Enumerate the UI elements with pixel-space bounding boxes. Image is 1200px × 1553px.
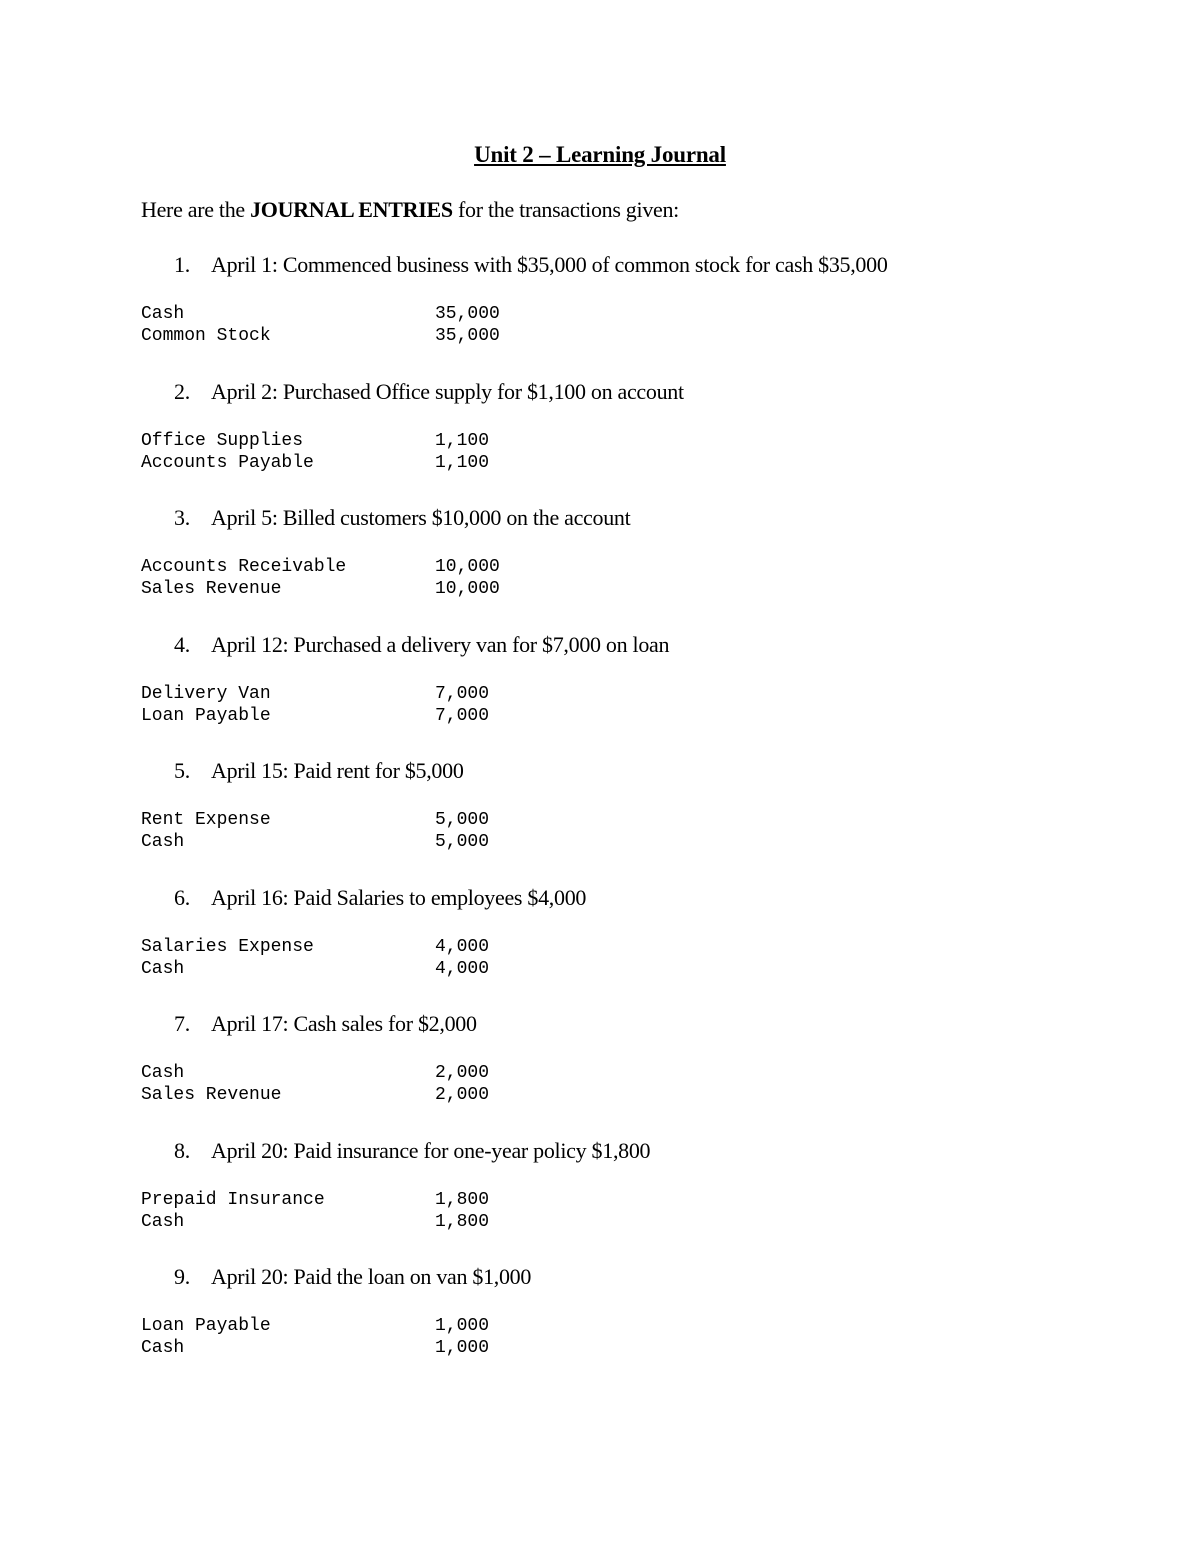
- amount: 1,000: [435, 1338, 490, 1358]
- amount: 1,000: [435, 1316, 490, 1336]
- journal-line: [141, 453, 489, 473]
- journal-line: [141, 1212, 489, 1232]
- entry-description: April 16: Paid Salaries to employees $4,000: [211, 884, 587, 910]
- entry-description: April 20: Paid the loan on van $1,000: [211, 1264, 532, 1289]
- journal-line: [141, 959, 489, 979]
- account-name: Common Stock: [141, 326, 271, 346]
- journal-line: [141, 810, 489, 830]
- journal-line: [141, 557, 500, 577]
- amount: 1,800: [435, 1189, 490, 1210]
- entry-description: April 1: Commenced business with $35,000 of common stock for cash $35,000: [211, 252, 888, 277]
- account-name: Cash: [141, 1338, 185, 1358]
- account-name: Loan Payable: [141, 1316, 271, 1336]
- account-name: Salaries Expense: [141, 936, 314, 957]
- intro-prefix: Here are the: [141, 197, 251, 222]
- entry-heading: [174, 1264, 531, 1290]
- amount: 35,000: [435, 304, 500, 324]
- amount: 7,000: [435, 705, 490, 726]
- intro-bold: JOURNAL ENTRIES: [250, 197, 453, 222]
- account-name: Loan Payable: [141, 705, 271, 726]
- account-name: Prepaid Insurance: [141, 1189, 325, 1210]
- account-name: Cash: [141, 1063, 185, 1083]
- amount: 4,000: [435, 958, 490, 979]
- journal-line: [141, 579, 500, 599]
- journal-line: [141, 304, 500, 324]
- entry-heading: [174, 1011, 477, 1037]
- account-name: Accounts Payable: [141, 452, 314, 473]
- journal-line: [141, 1338, 489, 1358]
- entry-number: 6.: [174, 884, 190, 910]
- account-name: Sales Revenue: [141, 1085, 282, 1105]
- intro-suffix: for the transactions given:: [452, 197, 679, 222]
- entry-number: 7.: [174, 1011, 190, 1036]
- journal-line: [141, 1316, 489, 1336]
- journal-line: [141, 1063, 489, 1083]
- entry-number: 4.: [174, 631, 190, 657]
- entry-heading: [174, 632, 669, 658]
- entry-heading: [174, 252, 888, 278]
- journal-line: [141, 1190, 489, 1210]
- amount: 1,100: [435, 430, 490, 451]
- entry-number: 5.: [174, 758, 190, 783]
- journal-line: [141, 431, 489, 451]
- entry-heading: [174, 885, 586, 911]
- amount: 35,000: [435, 326, 500, 346]
- account-name: Cash: [141, 304, 185, 324]
- entry-heading: [174, 1138, 650, 1164]
- journal-line: [141, 832, 489, 852]
- journal-line: [141, 326, 500, 346]
- account-name: Office Supplies: [141, 430, 304, 451]
- amount: 2,000: [435, 1085, 490, 1105]
- entry-description: April 12: Purchased a delivery van for $7,000 on loan: [211, 631, 670, 657]
- journal-line: [141, 684, 489, 704]
- page-title: Unit 2 – Learning Journal: [474, 142, 726, 167]
- entry-description: April 15: Paid rent for $5,000: [211, 758, 464, 783]
- amount: 10,000: [435, 579, 500, 599]
- entry-number: 9.: [174, 1264, 190, 1289]
- entry-description: April 2: Purchased Office supply for $1,100 on account: [211, 378, 684, 404]
- amount: 5,000: [435, 810, 490, 830]
- account-name: Accounts Receivable: [141, 557, 347, 577]
- journal-line: [141, 706, 489, 726]
- amount: 5,000: [435, 832, 490, 852]
- account-name: Cash: [141, 958, 185, 979]
- amount: 4,000: [435, 936, 490, 957]
- account-name: Cash: [141, 832, 185, 852]
- entry-number: 2.: [174, 378, 190, 404]
- amount: 10,000: [435, 557, 500, 577]
- entry-description: April 5: Billed customers $10,000 on the account: [211, 505, 631, 530]
- entry-number: 8.: [174, 1137, 190, 1163]
- amount: 1,100: [435, 452, 490, 473]
- account-name: Delivery Van: [141, 683, 271, 704]
- entry-heading: [174, 758, 464, 784]
- entry-description: April 17: Cash sales for $2,000: [211, 1011, 477, 1036]
- amount: 7,000: [435, 683, 490, 704]
- journal-line: [141, 1085, 489, 1105]
- entry-description: April 20: Paid insurance for one-year policy $1,800: [211, 1137, 651, 1163]
- account-name: Cash: [141, 1211, 185, 1232]
- account-name: Rent Expense: [141, 810, 271, 830]
- journal-line: [141, 937, 489, 957]
- entry-number: 1.: [174, 252, 190, 277]
- entry-heading: [174, 505, 630, 531]
- amount: 2,000: [435, 1063, 490, 1083]
- entry-heading: [174, 379, 684, 405]
- entry-number: 3.: [174, 505, 190, 530]
- account-name: Sales Revenue: [141, 579, 282, 599]
- amount: 1,800: [435, 1211, 490, 1232]
